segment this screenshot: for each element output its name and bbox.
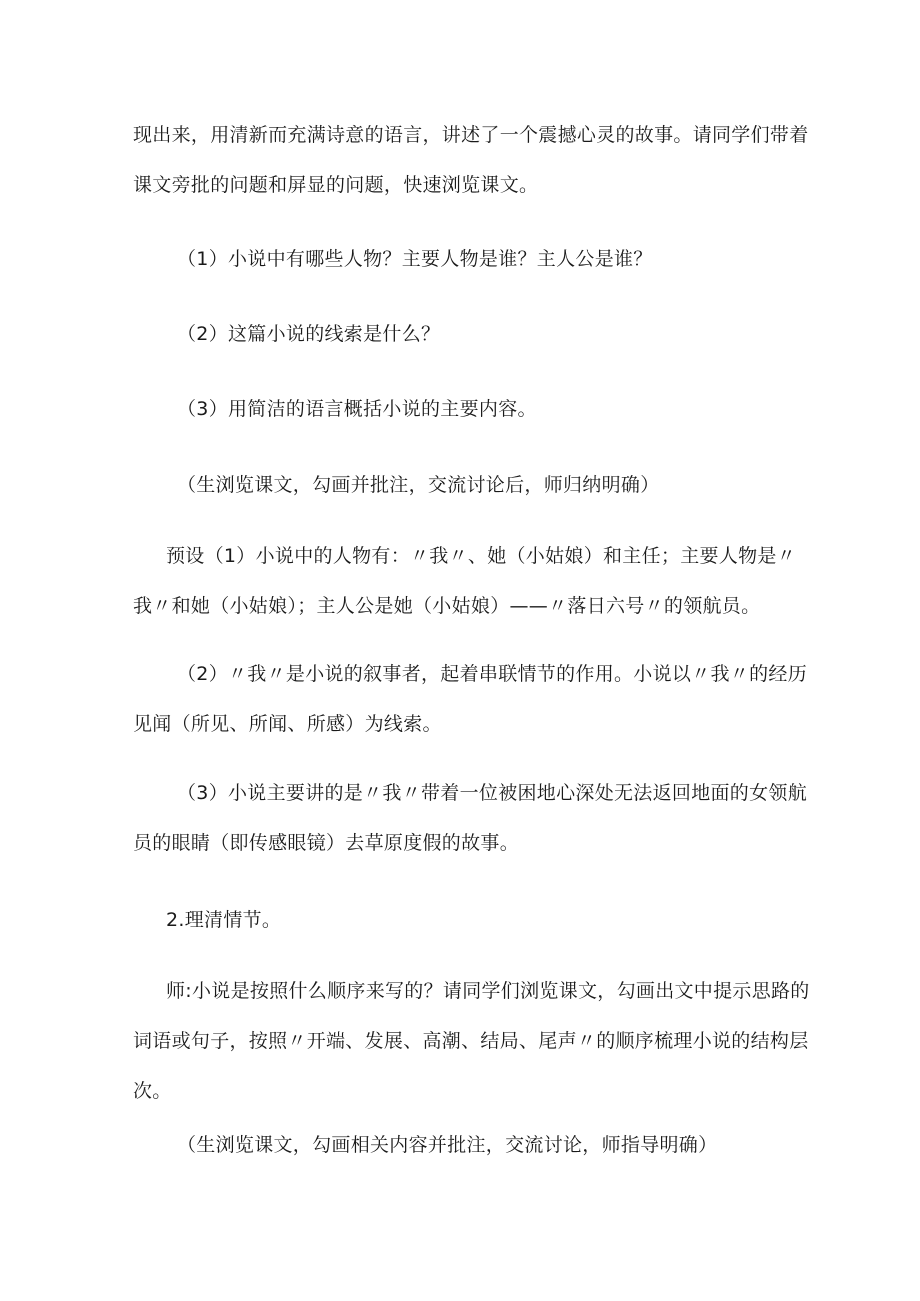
activity-note-2: （生浏览课文，勾画相关内容并批注，交流讨论，师指导明确） <box>177 1134 718 1156</box>
intro-line-2: 课文旁批的问题和屏显的问题，快速浏览课文。 <box>133 174 539 196</box>
answer-1-line-1: 预设（1）小说中的人物有：〃我〃、她（小姑娘）和主任；主要人物是〃 <box>166 545 796 567</box>
teacher-prompt-paragraph <box>133 966 810 1116</box>
answer-3-paragraph <box>133 768 807 868</box>
answer-1-paragraph <box>133 531 796 631</box>
answer-3-line-2: 员的眼睛（即传感眼镜）去草原度假的故事。 <box>133 832 520 854</box>
teacher-prompt-line-1: 师:小说是按照什么顺序来写的？请同学们浏览课文，勾画出文中提示思路的 <box>166 980 810 1002</box>
question-2: （2）这篇小说的线索是什么？ <box>177 323 441 345</box>
teacher-prompt-line-3: 次。 <box>133 1080 172 1102</box>
teacher-prompt-line-2: 词语或句子，按照〃开端、发展、高潮、结局、尾声〃的顺序梳理小说的结构层 <box>133 1030 809 1052</box>
activity-note-1: （生浏览课文，勾画并批注，交流讨论后，师归纳明确） <box>177 474 660 496</box>
question-1: （1）小说中有哪些人物？主要人物是谁？主人公是谁？ <box>177 248 653 270</box>
section-heading: 2.理清情节。 <box>166 909 282 931</box>
answer-2-line-1: （2）〃我〃是小说的叙事者，起着串联情节的作用。小说以〃我〃的经历 <box>177 663 807 685</box>
question-3: （3）用简洁的语言概括小说的主要内容。 <box>177 398 537 420</box>
answer-3-line-1: （3）小说主要讲的是〃我〃带着一位被困地心深处无法返回地面的女领航 <box>177 782 807 804</box>
intro-paragraph <box>133 110 809 210</box>
answer-2-paragraph <box>133 649 807 749</box>
answer-2-line-2: 见闻（所见、所闻、所感）为线索。 <box>133 713 442 735</box>
answer-1-line-2: 我〃和她（小姑娘）；主人公是她（小姑娘）——〃落日六号〃的领航员。 <box>133 595 761 617</box>
intro-line-1: 现出来，用清新而充满诗意的语言，讲述了一个震撼心灵的故事。请同学们带着 <box>133 124 809 146</box>
